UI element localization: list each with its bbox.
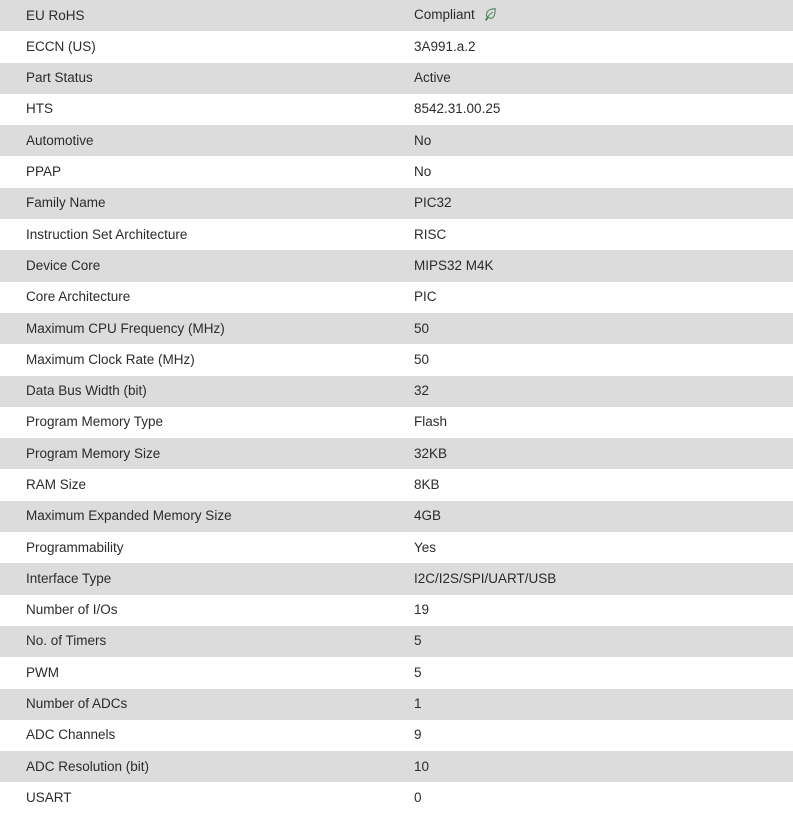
spec-label: EU RoHS <box>26 7 85 23</box>
table-row <box>0 469 793 500</box>
spec-value-cell <box>414 595 793 626</box>
spec-value-cell <box>414 0 793 31</box>
table-row <box>0 689 793 720</box>
spec-value: No <box>414 132 432 148</box>
spec-value: 19 <box>414 602 430 618</box>
spec-value: 5 <box>414 664 422 680</box>
spec-value: PIC <box>414 289 437 305</box>
spec-value-cell <box>414 407 793 438</box>
table-row <box>0 344 793 375</box>
spec-label: ADC Channels <box>26 727 116 743</box>
spec-value: Compliant <box>414 6 475 22</box>
spec-label: USART <box>26 789 72 805</box>
spec-value: 9 <box>414 727 422 743</box>
spec-value: 1 <box>414 696 422 712</box>
spec-value-cell <box>414 782 793 813</box>
spec-value: 4GB <box>414 508 442 524</box>
spec-value-cell <box>414 657 793 688</box>
spec-value-cell <box>414 563 793 594</box>
table-row <box>0 563 793 594</box>
table-row <box>0 313 793 344</box>
table-row <box>0 250 793 281</box>
table-row <box>0 626 793 657</box>
table-row <box>0 595 793 626</box>
table-row <box>0 219 793 250</box>
spec-value-cell <box>414 313 793 344</box>
spec-value: RISC <box>414 226 447 242</box>
table-row <box>0 0 793 31</box>
spec-value-cell <box>414 344 793 375</box>
table-row <box>0 407 793 438</box>
spec-label: Programmability <box>26 539 124 555</box>
spec-value-cell <box>414 282 793 313</box>
table-row <box>0 501 793 532</box>
spec-label: ADC Resolution (bit) <box>26 758 150 774</box>
spec-value: 10 <box>414 758 430 774</box>
spec-value: No <box>414 164 432 180</box>
spec-label: Maximum Clock Rate (MHz) <box>26 351 195 367</box>
spec-value-cell <box>414 219 793 250</box>
spec-label: No. of Timers <box>26 633 107 649</box>
leaf-icon <box>483 7 497 25</box>
spec-label: HTS <box>26 101 53 117</box>
spec-value-cell <box>414 250 793 281</box>
spec-value: 8542.31.00.25 <box>414 101 501 117</box>
table-row <box>0 532 793 563</box>
spec-value-cell <box>414 63 793 94</box>
table-row <box>0 188 793 219</box>
table-row <box>0 438 793 469</box>
spec-label: RAM Size <box>26 477 87 492</box>
spec-value: 50 <box>414 320 430 336</box>
spec-value-cell <box>414 94 793 125</box>
table-row <box>0 782 793 813</box>
spec-value: 5 <box>414 633 422 649</box>
spec-label: Automotive <box>26 132 94 148</box>
table-row <box>0 657 793 688</box>
spec-value-cell <box>414 438 793 469</box>
spec-value-cell <box>414 125 793 156</box>
table-row <box>0 31 793 62</box>
spec-label: Data Bus Width (bit) <box>26 383 147 399</box>
spec-value-cell <box>414 501 793 532</box>
spec-label: Number of I/Os <box>26 602 118 618</box>
spec-label: ECCN (US) <box>26 38 96 54</box>
table-row <box>0 751 793 782</box>
spec-value-cell <box>414 376 793 407</box>
table-row <box>0 125 793 156</box>
spec-value-cell <box>414 720 793 751</box>
spec-label: Family Name <box>26 195 106 211</box>
spec-label: Maximum CPU Frequency (MHz) <box>26 320 225 336</box>
spec-value-cell <box>414 31 793 62</box>
spec-label: Interface Type <box>26 570 112 586</box>
spec-label: Program Memory Size <box>26 445 161 461</box>
table-row <box>0 63 793 94</box>
spec-label: Part Status <box>26 70 93 86</box>
spec-label: Instruction Set Architecture <box>26 226 188 242</box>
spec-value: MIPS32 M4K <box>414 257 494 273</box>
spec-value: Yes <box>414 539 437 555</box>
spec-value: 8KB <box>414 477 440 492</box>
spec-value-cell <box>414 751 793 782</box>
spec-value: 3A991.a.2 <box>414 38 476 54</box>
table-row <box>0 376 793 407</box>
spec-value: I2C/I2S/SPI/UART/USB <box>414 570 557 586</box>
spec-value-cell <box>414 156 793 187</box>
spec-value: 50 <box>414 351 430 367</box>
spec-value-cell <box>414 469 793 500</box>
spec-value-cell <box>414 532 793 563</box>
table-row <box>0 94 793 125</box>
spec-value: PIC32 <box>414 195 452 211</box>
spec-label: Core Architecture <box>26 289 131 305</box>
spec-label: Device Core <box>26 257 101 273</box>
table-row <box>0 282 793 313</box>
spec-value: 0 <box>414 789 422 805</box>
table-row <box>0 156 793 187</box>
spec-value: 32KB <box>414 445 448 461</box>
spec-label: Number of ADCs <box>26 696 128 712</box>
spec-value-cell <box>414 626 793 657</box>
spec-value-cell <box>414 689 793 720</box>
spec-label: Program Memory Type <box>26 414 164 430</box>
spec-value: Flash <box>414 414 448 430</box>
spec-label: PPAP <box>26 164 62 180</box>
spec-value-cell <box>414 188 793 219</box>
spec-value: 32 <box>414 383 430 399</box>
spec-value: Active <box>414 70 451 86</box>
table-row <box>0 720 793 751</box>
spec-label: Maximum Expanded Memory Size <box>26 508 232 524</box>
spec-label: PWM <box>26 664 59 680</box>
